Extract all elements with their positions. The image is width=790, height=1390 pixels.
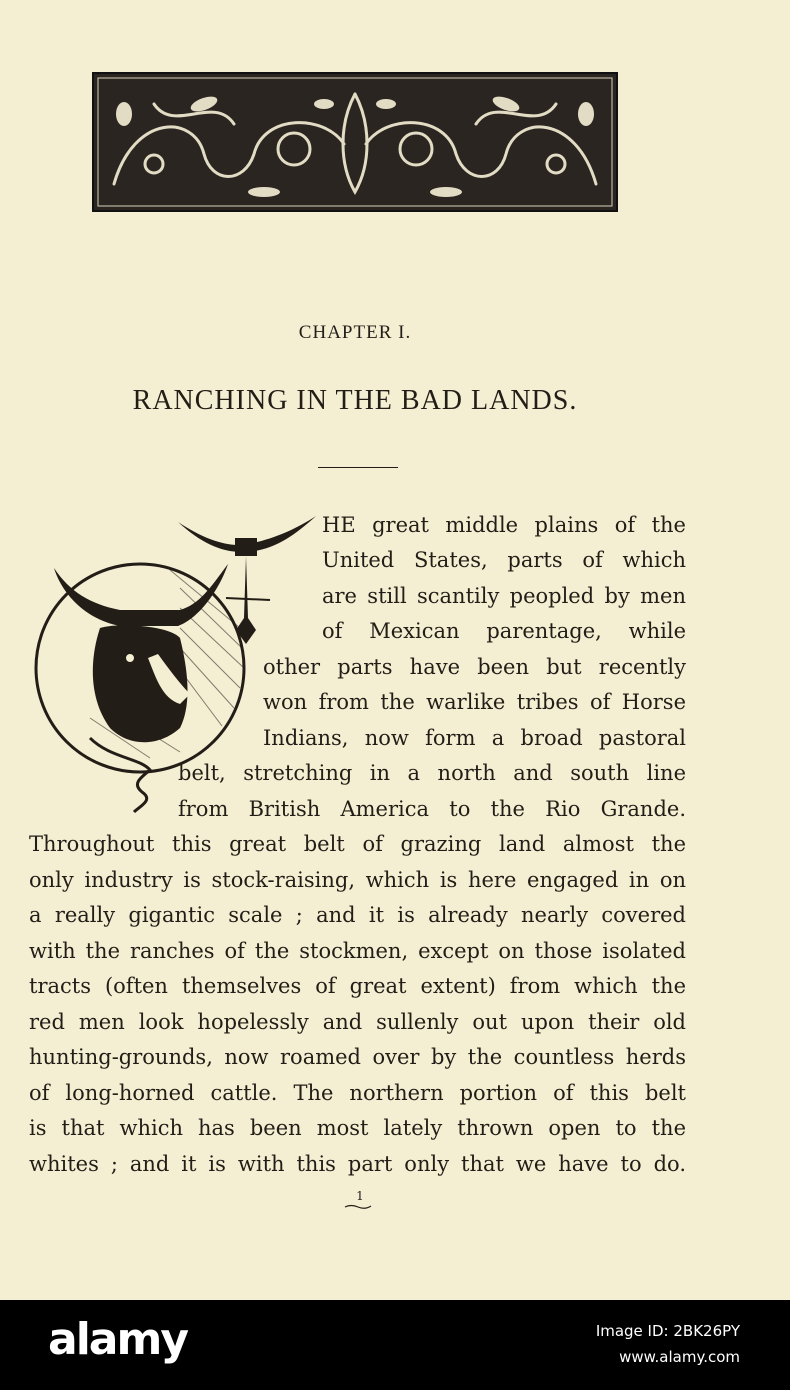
title-rule	[318, 467, 398, 468]
body-line-19: whites ; and it is with this part only that we have to do.	[29, 1152, 686, 1176]
body-line-6: won from the warlike tribes of Horse	[263, 690, 686, 714]
body-line-9: from British America to the Rio Grande.	[178, 797, 686, 821]
body-line-8: belt, stretching in a north and south line	[178, 761, 686, 785]
chapter-number: CHAPTER I.	[298, 322, 412, 343]
body-line-13: with the ranches of the stockmen, except on those isolated	[29, 939, 686, 963]
body-line-11: only industry is stock-raising, which is here engaged in on	[29, 868, 686, 892]
body-line-15: red men look hopelessly and sullenly out upon their old	[29, 1010, 686, 1034]
site-url: www.alamy.com	[619, 1348, 740, 1366]
chapter-title: RANCHING IN THE BAD LANDS.	[132, 385, 578, 416]
body-line-1: HE great middle plains of the	[322, 513, 686, 537]
body-line-3: are still scantily peopled by men	[322, 584, 686, 608]
folio-ornament-icon	[343, 1202, 373, 1210]
body-line-16: hunting-grounds, now roamed over by the countless herds	[29, 1045, 686, 1069]
page-number: 1	[356, 1189, 364, 1203]
image-id: Image ID: 2BK26PY	[595, 1322, 740, 1340]
body-line-14: tracts (often themselves of great extent) from which the	[29, 974, 686, 998]
body-line-7: Indians, now form a broad pastoral	[263, 726, 686, 750]
floral-headpiece-ornament	[92, 72, 618, 212]
brand-logo: alamy	[48, 1314, 187, 1365]
body-line-17: of long-horned cattle. The northern portion of this belt	[29, 1081, 686, 1105]
body-line-18: is that which has been most lately thrown open to the	[29, 1116, 686, 1140]
body-line-2: United States, parts of which	[322, 548, 686, 572]
body-line-12: a really gigantic scale ; and it is already nearly covered	[29, 903, 686, 927]
body-line-5: other parts have been but recently	[263, 655, 686, 679]
body-line-10: Throughout this great belt of grazing land almost the	[29, 832, 686, 856]
body-line-4: of Mexican parentage, while	[322, 619, 686, 643]
